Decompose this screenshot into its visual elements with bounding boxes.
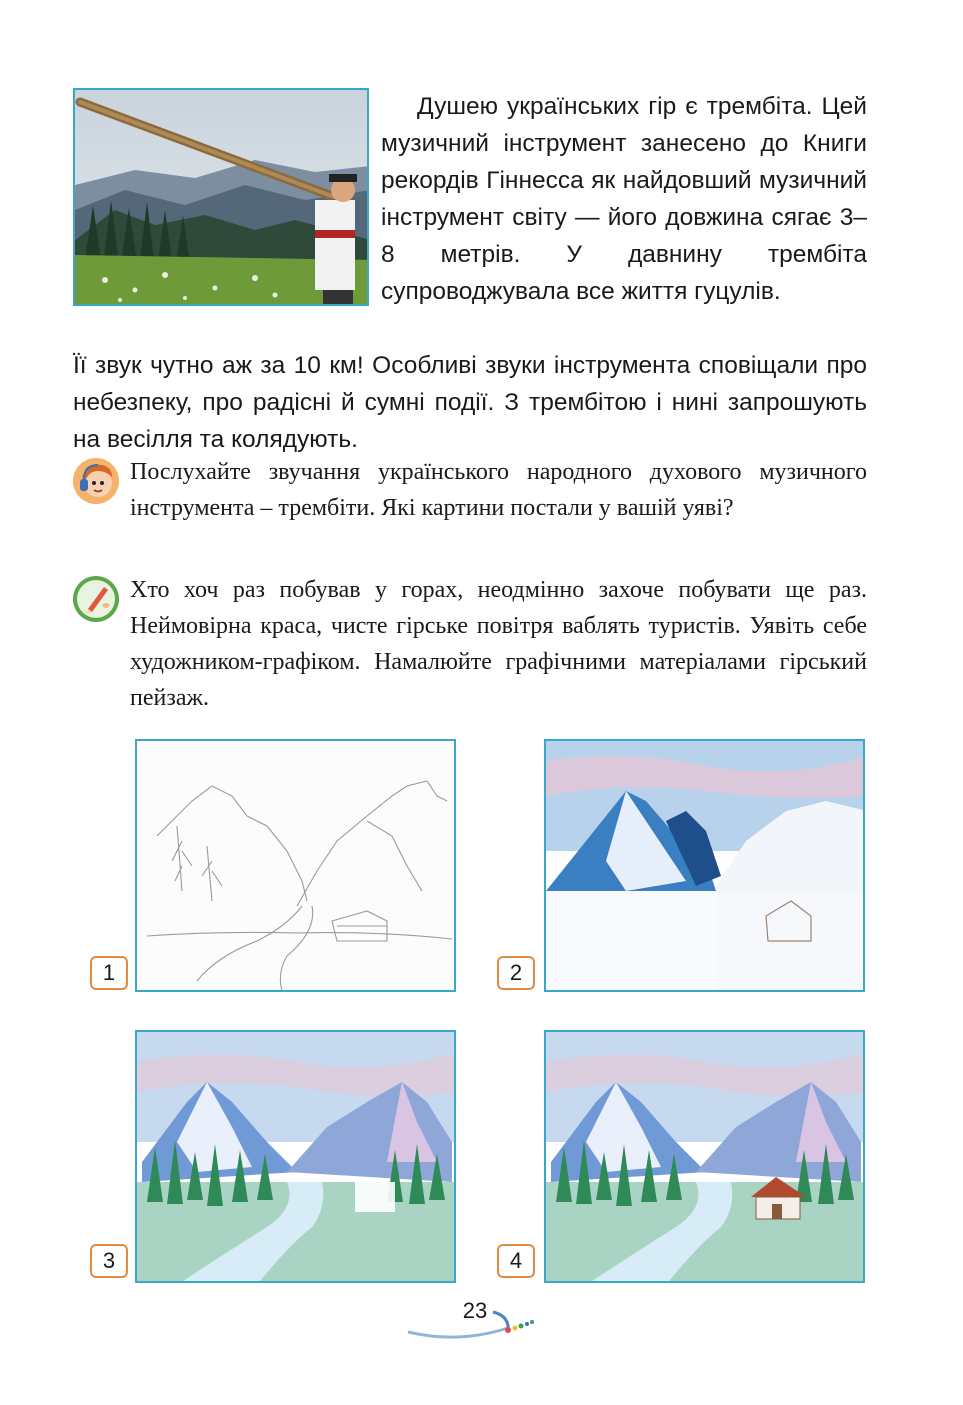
- step-badge-2: 2: [497, 956, 535, 990]
- drawing-step-1: [135, 739, 456, 992]
- drawing-step-4: [544, 1030, 865, 1283]
- task-listen-text: Послухайте звучання українського народного духового музичного інструмента – трембіти. Які картини постали у вашій уяві?: [130, 459, 867, 521]
- step-badge-4: 4: [497, 1244, 535, 1278]
- trembita-photo: [73, 88, 369, 306]
- listening-kid-icon: [72, 457, 120, 505]
- intro-paragraph-right: Душею українських гір є трембіта. Цей музичний інструмент занесено до Книги рекордів Гіннесса як найдовший музичний інструмент світу — його довжина сягає 3–8 метрів. У давнину трембіта супроводжувала все життя гуцулів.: [381, 93, 867, 305]
- drawing-step-2: [544, 739, 865, 992]
- intro-paragraph-full: Її звук чутно аж за 10 км! Особливі звуки інструмента сповіщали про небезпеку, про радісні й сумні події. З трембітою і нині запрошують на весілля та колядують.: [73, 352, 867, 453]
- task-draw-text: Хто хоч раз побував у горах, неодмінно захоче побувати ще раз. Неймовірна краса, чисте гірське повітря ваблять туристів. Уявіть себе художником-графіком. Намалюйте графічними матеріалами гірський пейзаж.: [130, 577, 867, 711]
- drawing-pencil-icon: [72, 575, 120, 623]
- drawing-step-3: [135, 1030, 456, 1283]
- step-badge-3: 3: [90, 1244, 128, 1278]
- step-badge-1: 1: [90, 956, 128, 990]
- page-number: 23: [462, 1298, 488, 1323]
